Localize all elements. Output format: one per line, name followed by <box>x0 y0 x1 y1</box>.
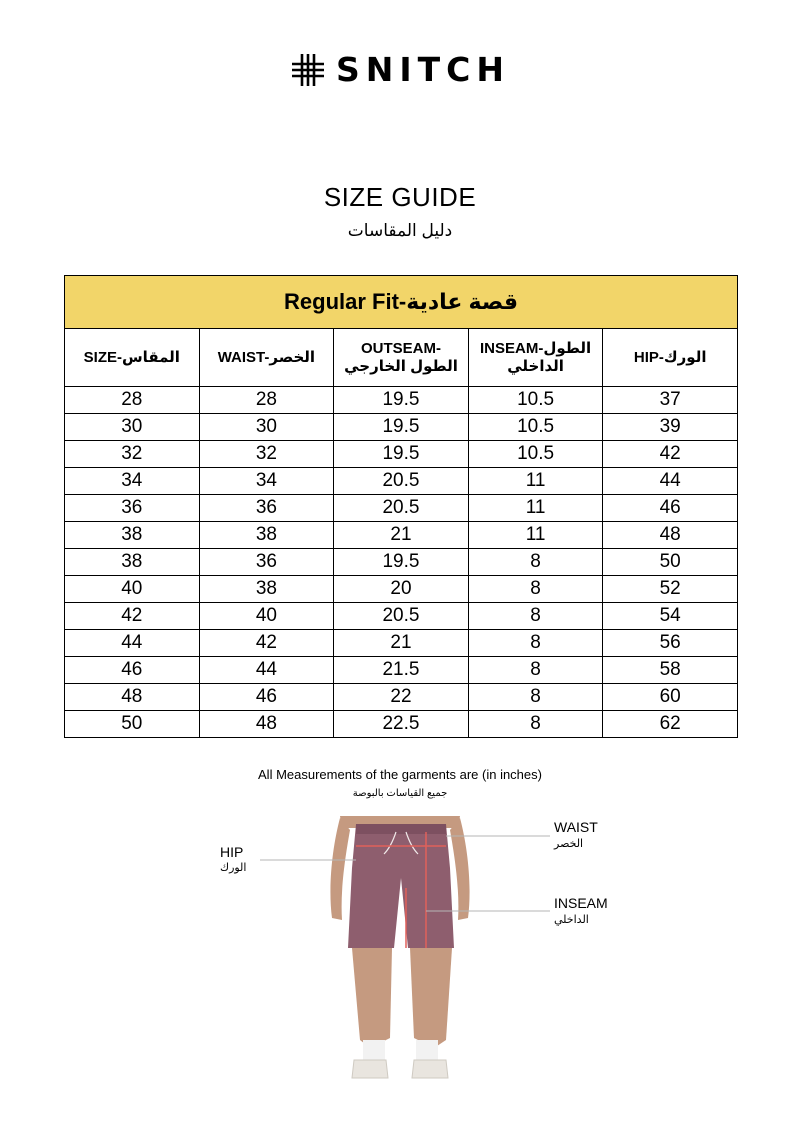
waist-cell: 38 <box>199 576 334 603</box>
size-cell: 50 <box>65 711 200 738</box>
size-cell: 28 <box>65 387 200 414</box>
inseam-cell: 11 <box>468 468 603 495</box>
inseam-cell: 10.5 <box>468 441 603 468</box>
table-row <box>65 414 738 441</box>
inseam-cell: 11 <box>468 522 603 549</box>
header-outseam-label: OUTSEAM- <box>360 339 441 357</box>
outseam-cell: 20.5 <box>334 495 469 522</box>
waist-label-ar: الخصر <box>554 838 584 850</box>
table-row <box>65 630 738 657</box>
hip-cell: 44 <box>603 468 738 495</box>
header-outseam-label-ar: الطول الخارجي <box>344 357 458 375</box>
hip-label-ar: الورك <box>220 862 247 874</box>
page-title: SIZE GUIDE <box>323 182 477 212</box>
hip-cell: 54 <box>603 603 738 630</box>
outseam-cell: 21 <box>334 630 469 657</box>
inseam-cell: 8 <box>468 711 603 738</box>
inseam-cell: 10.5 <box>468 387 603 414</box>
hip-cell: 56 <box>603 630 738 657</box>
header-inseam <box>468 329 603 387</box>
outseam-cell: 20 <box>334 576 469 603</box>
table-row <box>65 549 738 576</box>
header-size <box>65 329 200 387</box>
waist-cell: 36 <box>199 549 334 576</box>
waist-cell: 28 <box>199 387 334 414</box>
size-cell: 34 <box>65 468 200 495</box>
size-cell: 40 <box>65 576 200 603</box>
inseam-cell: 8 <box>468 684 603 711</box>
header-waist <box>199 329 334 387</box>
size-cell: 48 <box>65 684 200 711</box>
table-row <box>65 576 738 603</box>
waist-cell: 42 <box>199 630 334 657</box>
table-row <box>65 495 738 522</box>
inseam-cell: 11 <box>468 495 603 522</box>
outseam-cell: 22.5 <box>334 711 469 738</box>
waist-cell: 48 <box>199 711 334 738</box>
header-inseam-label: INSEAM-الطول <box>480 339 592 357</box>
hip-cell: 39 <box>603 414 738 441</box>
header-hip-label: HIP-الورك <box>633 348 707 366</box>
inseam-label: INSEAM <box>554 895 608 911</box>
header-waist-label: WAIST-الخصر <box>217 348 316 366</box>
fit-banner-row <box>65 276 738 329</box>
waist-cell: 46 <box>199 684 334 711</box>
table-row <box>65 657 738 684</box>
waist-cell: 40 <box>199 603 334 630</box>
inseam-cell: 8 <box>468 576 603 603</box>
outseam-cell: 19.5 <box>334 441 469 468</box>
inseam-cell: 8 <box>468 549 603 576</box>
table-row <box>65 468 738 495</box>
column-header-row <box>65 329 738 387</box>
size-cell: 46 <box>65 657 200 684</box>
header-hip <box>603 329 738 387</box>
measurement-note-ar: جميع القياسات بالبوصة <box>352 788 448 799</box>
waist-cell: 44 <box>199 657 334 684</box>
hash-grid-logo-icon <box>290 52 326 88</box>
waist-cell: 34 <box>199 468 334 495</box>
shorts-shape <box>348 824 454 948</box>
table-row <box>65 387 738 414</box>
size-cell: 44 <box>65 630 200 657</box>
size-cell: 38 <box>65 549 200 576</box>
size-cell: 36 <box>65 495 200 522</box>
fit-banner-text: Regular Fit-قصة عادية <box>284 289 518 314</box>
hip-cell: 42 <box>603 441 738 468</box>
outseam-cell: 22 <box>334 684 469 711</box>
hip-cell: 46 <box>603 495 738 522</box>
inseam-cell: 10.5 <box>468 414 603 441</box>
outseam-cell: 20.5 <box>334 468 469 495</box>
header-outseam <box>334 329 469 387</box>
inseam-cell: 8 <box>468 657 603 684</box>
table-body <box>65 387 738 738</box>
brand-name: SNITCH <box>335 50 510 89</box>
hip-label: HIP <box>220 844 244 860</box>
measurement-note: All Measurements of the garments are (in inches) <box>258 767 542 782</box>
table-row <box>65 603 738 630</box>
page-subtitle: دليل المقاسات <box>347 221 453 240</box>
measurement-diagram <box>200 808 640 1098</box>
waist-label: WAIST <box>554 819 598 835</box>
inseam-cell: 8 <box>468 630 603 657</box>
hip-cell: 52 <box>603 576 738 603</box>
waist-cell: 36 <box>199 495 334 522</box>
waist-cell: 32 <box>199 441 334 468</box>
header-inseam-label-ar: الداخلي <box>507 357 564 375</box>
model-shorts-illustration <box>200 808 640 1098</box>
size-cell: 42 <box>65 603 200 630</box>
outseam-cell: 21.5 <box>334 657 469 684</box>
outseam-cell: 20.5 <box>334 603 469 630</box>
size-table <box>64 275 738 738</box>
waist-cell: 30 <box>199 414 334 441</box>
outseam-cell: 19.5 <box>334 387 469 414</box>
waist-cell: 38 <box>199 522 334 549</box>
inseam-cell: 8 <box>468 603 603 630</box>
table-row <box>65 684 738 711</box>
outseam-cell: 21 <box>334 522 469 549</box>
inseam-label-ar: الداخلي <box>554 914 589 926</box>
outseam-cell: 19.5 <box>334 414 469 441</box>
header-size-label: SIZE-المقاس <box>83 348 180 366</box>
table-row <box>65 711 738 738</box>
table-row <box>65 441 738 468</box>
size-cell: 38 <box>65 522 200 549</box>
outseam-cell: 19.5 <box>334 549 469 576</box>
hip-cell: 50 <box>603 549 738 576</box>
hip-cell: 58 <box>603 657 738 684</box>
hip-cell: 62 <box>603 711 738 738</box>
size-cell: 30 <box>65 414 200 441</box>
hip-cell: 60 <box>603 684 738 711</box>
hip-cell: 37 <box>603 387 738 414</box>
fit-banner <box>65 276 738 329</box>
size-cell: 32 <box>65 441 200 468</box>
table-row <box>65 522 738 549</box>
hip-cell: 48 <box>603 522 738 549</box>
brand-logo <box>0 52 800 93</box>
